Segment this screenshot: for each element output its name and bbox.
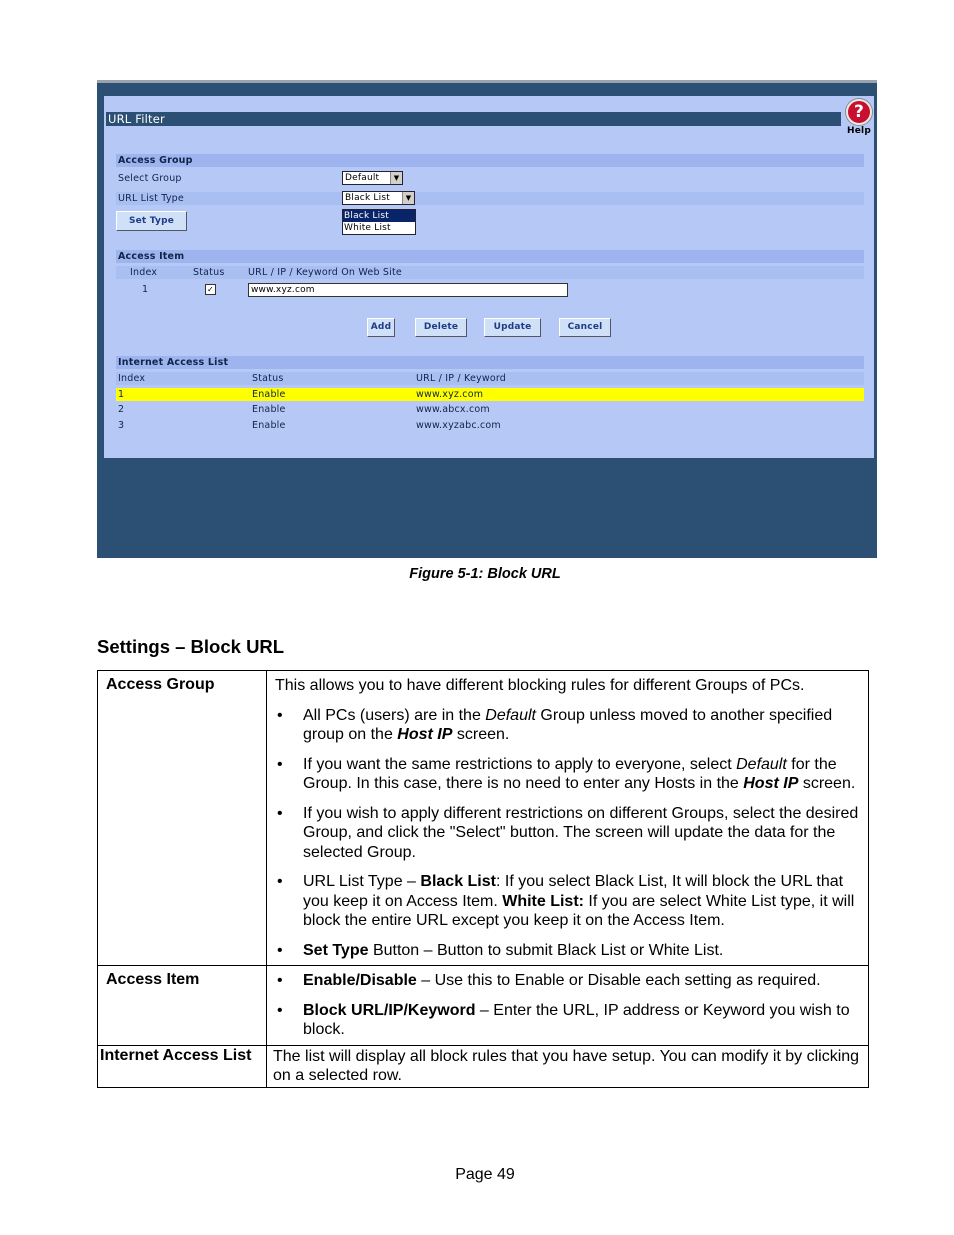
value-internet-access-list: The list will display all block rules that you have setup. You can modify it by clicking on a selected row.	[267, 1045, 869, 1087]
row-url: www.xyz.com	[416, 389, 484, 400]
select-group-row	[116, 172, 864, 185]
col-status: Status	[193, 267, 225, 278]
col-status: Status	[252, 373, 284, 384]
option-white-list[interactable]: White List	[344, 223, 391, 233]
list-item: • Block URL/IP/Keyword – Enter the URL, IP address or Keyword you wish to block.	[275, 1001, 860, 1040]
status-checkbox[interactable]	[205, 284, 216, 295]
help-label: Help	[847, 126, 871, 136]
table-row	[98, 1045, 869, 1087]
help-button[interactable]	[844, 99, 874, 136]
col-url: URL / IP / Keyword On Web Site	[248, 267, 402, 278]
access-item-columns	[116, 266, 864, 279]
row-index: 3	[118, 420, 125, 431]
col-url: URL / IP / Keyword	[416, 373, 507, 384]
list-item: • All PCs (users) are in the Default Group unless moved to another specified group on the Host IP screen.	[275, 706, 860, 745]
table-row	[98, 671, 869, 966]
table-row[interactable]	[116, 403, 864, 416]
option-black-list[interactable]: Black List	[343, 210, 415, 222]
access-item-index: 1	[142, 284, 149, 295]
list-item: • If you want the same restrictions to apply to everyone, select Default for the Group. In this case, there is no need to enter any Hosts in the Host IP screen.	[275, 755, 860, 794]
table-row[interactable]	[116, 419, 864, 432]
url-filter-panel	[104, 96, 874, 458]
internet-access-list-header-text: Internet Access List	[118, 357, 229, 368]
help-icon[interactable]: ?	[846, 99, 872, 125]
delete-button[interactable]: Delete	[415, 318, 467, 337]
add-button[interactable]: Add	[367, 318, 395, 337]
url-list-type-dropdown[interactable]	[342, 191, 415, 205]
table-row	[98, 966, 869, 1046]
select-group-label: Select Group	[118, 173, 182, 184]
list-item: • If you wish to apply different restrictions on different Groups, select the desired Group, and click the "Select" button. The screen will update the data for the selected Group.	[275, 804, 860, 863]
update-button[interactable]: Update	[484, 318, 541, 337]
url-list-type-options[interactable]	[342, 209, 416, 235]
list-item: • URL List Type – Black List: If you select Black List, It will block the URL that you keep it on Access Item. White List: If you are select White List type, it will block the entire URL except you keep it on the Access Item.	[275, 872, 860, 931]
access-group-header-text: Access Group	[118, 155, 193, 166]
section-title: Settings – Block URL	[97, 636, 285, 657]
url-input-value: www.xyz.com	[251, 285, 315, 295]
key-access-group: Access Group	[98, 671, 267, 966]
value-access-group	[267, 671, 869, 966]
set-type-button[interactable]: Set Type	[116, 211, 187, 231]
access-group-bullets	[275, 706, 860, 961]
internet-access-list-columns	[116, 372, 864, 385]
checkbox-checked-icon: ✓	[207, 285, 214, 294]
page-number: Page 49	[455, 1166, 515, 1183]
col-index: Index	[130, 267, 158, 278]
access-item-header	[116, 250, 864, 263]
access-item-header-text: Access Item	[118, 251, 185, 262]
url-list-type-label: URL List Type	[118, 193, 184, 204]
settings-table	[97, 670, 869, 1088]
row-url: www.abcx.com	[416, 404, 490, 415]
url-list-type-row	[116, 192, 864, 205]
select-group-dropdown[interactable]	[342, 171, 403, 185]
row-status: Enable	[252, 420, 286, 431]
cancel-button[interactable]: Cancel	[559, 318, 611, 337]
dropdown-arrow-icon[interactable]: ▼	[402, 192, 414, 204]
row-index: 2	[118, 404, 125, 415]
access-group-header	[116, 154, 864, 167]
url-input[interactable]	[248, 283, 568, 297]
row-url: www.xyzabc.com	[416, 420, 501, 431]
row-status: Enable	[252, 389, 286, 400]
value-access-item	[267, 966, 869, 1046]
row-status: Enable	[252, 404, 286, 415]
url-list-type-value: Black List	[345, 193, 390, 203]
row-index: 1	[118, 389, 125, 400]
select-group-value: Default	[345, 173, 380, 183]
table-row[interactable]	[116, 388, 864, 401]
list-item: • Set Type Button – Button to submit Black List or White List.	[275, 941, 860, 961]
figure-caption: Figure 5-1: Block URL	[409, 566, 561, 582]
list-item: • Enable/Disable – Use this to Enable or Disable each setting as required.	[275, 971, 860, 991]
key-access-item: Access Item	[98, 966, 267, 1046]
url-filter-screenshot	[97, 80, 877, 558]
dropdown-arrow-icon[interactable]: ▼	[390, 172, 402, 184]
key-internet-access-list: Internet Access List	[98, 1045, 267, 1087]
col-index: Index	[118, 373, 146, 384]
access-group-intro: This allows you to have different blocking rules for different Groups of PCs.	[275, 677, 805, 694]
internet-access-list-header	[116, 356, 864, 369]
page-title: URL Filter	[106, 112, 841, 126]
access-item-bullets	[275, 971, 860, 1040]
